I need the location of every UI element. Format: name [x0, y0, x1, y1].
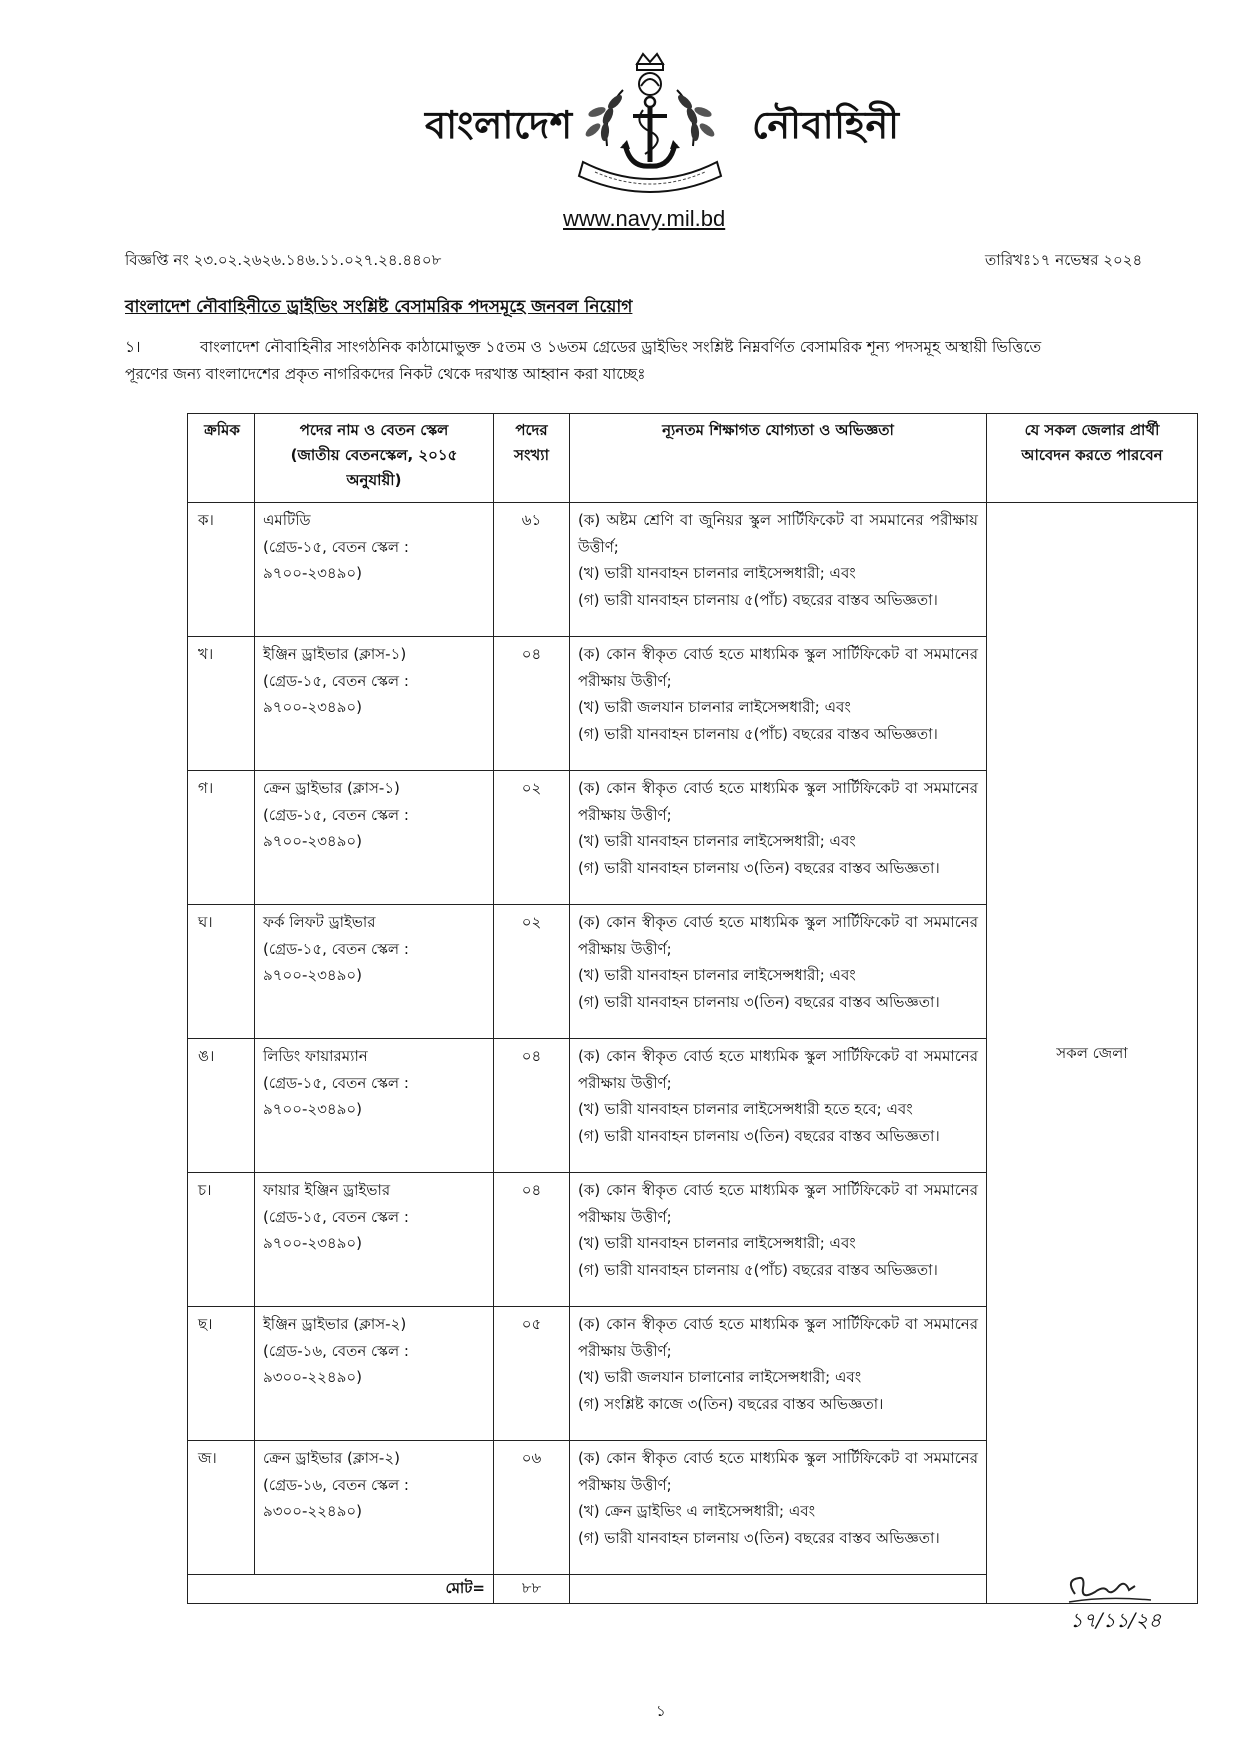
row-qualification — [570, 1307, 987, 1441]
row-post-name — [255, 905, 494, 1039]
header-post-name-line-1: পদের নাম ও বেতন স্কেল — [299, 421, 449, 439]
notice-heading: বাংলাদেশ নৌবাহিনীতে ড্রাইভিং সংশ্লিষ্ট বেসামরিক পদসমূহে জনবল নিয়োগ — [125, 297, 633, 317]
post-scale: ৯৭০০-২৩৪৯০) — [263, 966, 362, 984]
row-serial: ঙ। — [188, 1039, 255, 1173]
row-count: ০৪ — [494, 637, 570, 771]
post-name: এমটিডি — [263, 511, 311, 529]
post-name: ইঞ্জিন ড্রাইভার (ক্লাস-১) — [263, 645, 407, 663]
qualification-c: (গ) ভারী যানবাহন চালনায় ৫(পাঁচ) বছরের বাস্তব অভিজ্ঞতা। — [578, 724, 938, 743]
header-serial: ক্রমিক — [188, 414, 255, 503]
post-grade: (গ্রেড-১৫, বেতন স্কেল : — [263, 537, 409, 556]
header-post-name-line-2: (জাতীয় বেতনস্কেল, ২০১৫ — [290, 446, 458, 464]
qualification-b: (খ) ভারী জলযান চালনার লাইসেন্সধারী; এবং — [578, 698, 851, 716]
header-post-name-line-3: অনুযায়ী) — [346, 471, 402, 489]
qualification-b: (খ) ভারী যানবাহন চালনার লাইসেন্সধারী; এবং — [578, 1234, 856, 1252]
row-post-name — [255, 1441, 494, 1575]
row-count: ০২ — [494, 905, 570, 1039]
post-grade: (গ্রেড-১৫, বেতন স্কেল : — [263, 671, 409, 690]
qualification-a: (ক) কোন স্বীকৃত বোর্ড হতে মাধ্যমিক স্কুল সার্টিফিকেট বা সমমানের পরীক্ষায় উত্তীর্ণ; — [578, 1047, 978, 1092]
qualification-a: (ক) কোন স্বীকৃত বোর্ড হতে মাধ্যমিক স্কুল সার্টিফিকেট বা সমমানের পরীক্ষায় উত্তীর্ণ; — [578, 645, 978, 690]
header-district-line-1: যে সকল জেলার প্রার্থী — [1024, 421, 1160, 439]
post-name: ক্রেন ড্রাইভার (ক্লাস-২) — [263, 1449, 400, 1467]
row-post-name — [255, 1039, 494, 1173]
qualification-c: (গ) ভারী যানবাহন চালনায় ৩(তিন) বছরের বাস্তব অভিজ্ঞতা। — [578, 1126, 940, 1145]
post-name: ক্রেন ড্রাইভার (ক্লাস-১) — [263, 779, 400, 797]
row-count: ০২ — [494, 771, 570, 905]
qualification-b: (খ) ভারী জলযান চালানোর লাইসেন্সধারী; এবং — [578, 1368, 862, 1386]
row-count: ৬১ — [494, 503, 570, 637]
row-count: ০৪ — [494, 1173, 570, 1307]
post-name: ফর্ক লিফট ড্রাইভার — [263, 913, 376, 931]
row-qualification — [570, 1039, 987, 1173]
qualification-a: (ক) অষ্টম শ্রেণি বা জুনিয়র স্কুল সার্টিফিকেট বা সমমানের পরীক্ষায় উত্তীর্ণ; — [578, 511, 978, 556]
post-scale: ৯৩০০-২২৪৯০) — [263, 1368, 362, 1386]
post-grade: (গ্রেড-১৫, বেতন স্কেল : — [263, 1073, 409, 1092]
qualification-b: (খ) ভারী যানবাহন চালনার লাইসেন্সধারী; এবং — [578, 966, 856, 984]
row-post-name — [255, 1307, 494, 1441]
qualification-a: (ক) কোন স্বীকৃত বোর্ড হতে মাধ্যমিক স্কুল সার্টিফিকেট বা সমমানের পরীক্ষায় উত্তীর্ণ; — [578, 779, 978, 824]
qualification-c: (গ) ভারী যানবাহন চালনায় ৫(পাঁচ) বছরের বাস্তব অভিজ্ঞতা। — [578, 590, 938, 609]
post-scale: ৯৭০০-২৩৪৯০) — [263, 564, 362, 582]
header-district-line-2: আবেদন করতে পারবেন — [1021, 446, 1163, 464]
row-post-name — [255, 771, 494, 905]
post-scale: ৯৩০০-২২৪৯০) — [263, 1502, 362, 1520]
qualification-b: (খ) ভারী যানবাহন চালনার লাইসেন্সধারী; এবং — [578, 564, 856, 582]
qualification-a: (ক) কোন স্বীকৃত বোর্ড হতে মাধ্যমিক স্কুল সার্টিফিকেট বা সমমানের পরীক্ষায় উত্তীর্ণ; — [578, 913, 978, 958]
row-qualification — [570, 503, 987, 637]
header-post-count-line-2: সংখ্যা — [514, 446, 549, 464]
page-number: ১ — [656, 1702, 666, 1720]
row-qualification — [570, 637, 987, 771]
post-grade: (গ্রেড-১৫, বেতন স্কেল : — [263, 1207, 409, 1226]
row-post-name — [255, 503, 494, 637]
qualification-c: (গ) ভারী যানবাহন চালনায় ৩(তিন) বছরের বাস্তব অভিজ্ঞতা। — [578, 858, 940, 877]
table-header-row — [188, 414, 1198, 503]
header-district — [987, 414, 1198, 503]
post-name: লিডিং ফায়ারম্যান — [263, 1047, 368, 1065]
post-grade: (গ্রেড-১৬, বেতন স্কেল : — [263, 1475, 409, 1494]
header-post-name — [255, 414, 494, 503]
row-serial: চ। — [188, 1173, 255, 1307]
row-serial: ক। — [188, 503, 255, 637]
row-post-name — [255, 637, 494, 771]
header-post-count-line-1: পদের — [515, 421, 548, 439]
header-post-count — [494, 414, 570, 503]
qualification-a: (ক) কোন স্বীকৃত বোর্ড হতে মাধ্যমিক স্কুল সার্টিফিকেট বা সমমানের পরীক্ষায় উত্তীর্ণ; — [578, 1315, 978, 1360]
row-serial: জ। — [188, 1441, 255, 1575]
row-qualification — [570, 1441, 987, 1575]
post-scale: ৯৭০০-২৩৪৯০) — [263, 832, 362, 850]
row-post-name — [255, 1173, 494, 1307]
post-scale: ৯৭০০-২৩৪৯০) — [263, 1100, 362, 1118]
qualification-c: (গ) ভারী যানবাহন চালনায় ৩(তিন) বছরের বাস্তব অভিজ্ঞতা। — [578, 1528, 940, 1547]
post-name: ইঞ্জিন ড্রাইভার (ক্লাস-২) — [263, 1315, 407, 1333]
qualification-a: (ক) কোন স্বীকৃত বোর্ড হতে মাধ্যমিক স্কুল সার্টিফিকেট বা সমমানের পরীক্ষায় উত্তীর্ণ; — [578, 1181, 978, 1226]
qualification-a: (ক) কোন স্বীকৃত বোর্ড হতে মাধ্যমিক স্কুল সার্টিফিকেট বা সমমানের পরীক্ষায় উত্তীর্ণ; — [578, 1449, 978, 1494]
qualification-c: (গ) ভারী যানবাহন চালনায় ৫(পাঁচ) বছরের বাস্তব অভিজ্ঞতা। — [578, 1260, 938, 1279]
row-serial: গ। — [188, 771, 255, 905]
row-serial: খ। — [188, 637, 255, 771]
row-qualification — [570, 771, 987, 905]
qualification-c: (গ) ভারী যানবাহন চালনায় ৩(তিন) বছরের বাস্তব অভিজ্ঞতা। — [578, 992, 940, 1011]
navy-emblem-icon — [575, 50, 725, 195]
post-scale: ৯৭০০-২৩৪৯০) — [263, 1234, 362, 1252]
post-grade: (গ্রেড-১৬, বেতন স্কেল : — [263, 1341, 409, 1360]
header-right-title: নৌবাহিনী — [752, 102, 900, 147]
header-left-title: বাংলাদেশ — [425, 102, 573, 147]
notice-date — [985, 249, 1142, 274]
row-count: ০৪ — [494, 1039, 570, 1173]
district-cell: সকল জেলা — [987, 503, 1198, 1604]
website-link[interactable]: www.navy.mil.bd — [563, 206, 726, 231]
post-grade: (গ্রেড-১৫, বেতন স্কেল : — [263, 805, 409, 824]
total-value: ৮৮ — [494, 1575, 570, 1604]
row-qualification — [570, 905, 987, 1039]
paragraph-line-1: বাংলাদেশ নৌবাহিনীর সাংগঠনিক কাঠামোভুক্ত ১৫তম ও ১৬তম গ্রেডের ড্রাইভিং সংশ্লিষ্ট নিম্নবর্ণিত বেসামরিক শূন্য পদসমূহ অস্থায়ী ভিত্তিতে — [200, 338, 1042, 356]
qualification-c: (গ) সংশ্লিষ্ট কাজে ৩(তিন) বছরের বাস্তব অভিজ্ঞতা। — [578, 1394, 884, 1413]
posts-table — [187, 413, 1198, 1604]
notice-ref-no: বিজ্ঞপ্তি নং ২৩.০২.২৬২৬.১৪৬.১১.০২৭.২৪.৪৪০৮ — [125, 251, 442, 269]
row-count: ০৬ — [494, 1441, 570, 1575]
row-qualification — [570, 1173, 987, 1307]
total-empty-cell — [570, 1575, 987, 1604]
row-count: ০৫ — [494, 1307, 570, 1441]
header-qualification: ন্যূনতম শিক্ষাগত যোগ্যতা ও অভিজ্ঞতা — [570, 414, 987, 503]
qualification-b: (খ) ক্রেন ড্রাইভিং এ লাইসেন্সধারী; এবং — [578, 1502, 816, 1520]
qualification-b: (খ) ভারী যানবাহন চালনার লাইসেন্সধারী হতে হবে; এবং — [578, 1100, 913, 1118]
row-serial: ঘ। — [188, 905, 255, 1039]
row-serial: ছ। — [188, 1307, 255, 1441]
paragraph-line-2: পূরণের জন্য বাংলাদেশের প্রকৃত নাগরিকদের নিকট থেকে দরখাস্ত আহ্বান করা যাচ্ছেঃ — [125, 365, 646, 383]
table-row — [188, 503, 1198, 637]
post-grade: (গ্রেড-১৫, বেতন স্কেল : — [263, 939, 409, 958]
post-name: ফায়ার ইঞ্জিন ড্রাইভার — [263, 1181, 391, 1199]
post-scale: ৯৭০০-২৩৪৯০) — [263, 698, 362, 716]
signature-date: ১৭/১১/২৪ — [1070, 1608, 1162, 1632]
notice-date-value: ১৭ নভেম্বর ২০২৪ — [1031, 251, 1143, 269]
paragraph-number: ১। — [125, 338, 141, 356]
total-label: মোট= — [188, 1575, 494, 1604]
notice-date-label: তারিখঃ — [985, 251, 1031, 269]
qualification-b: (খ) ভারী যানবাহন চালনার লাইসেন্সধারী; এবং — [578, 832, 856, 850]
